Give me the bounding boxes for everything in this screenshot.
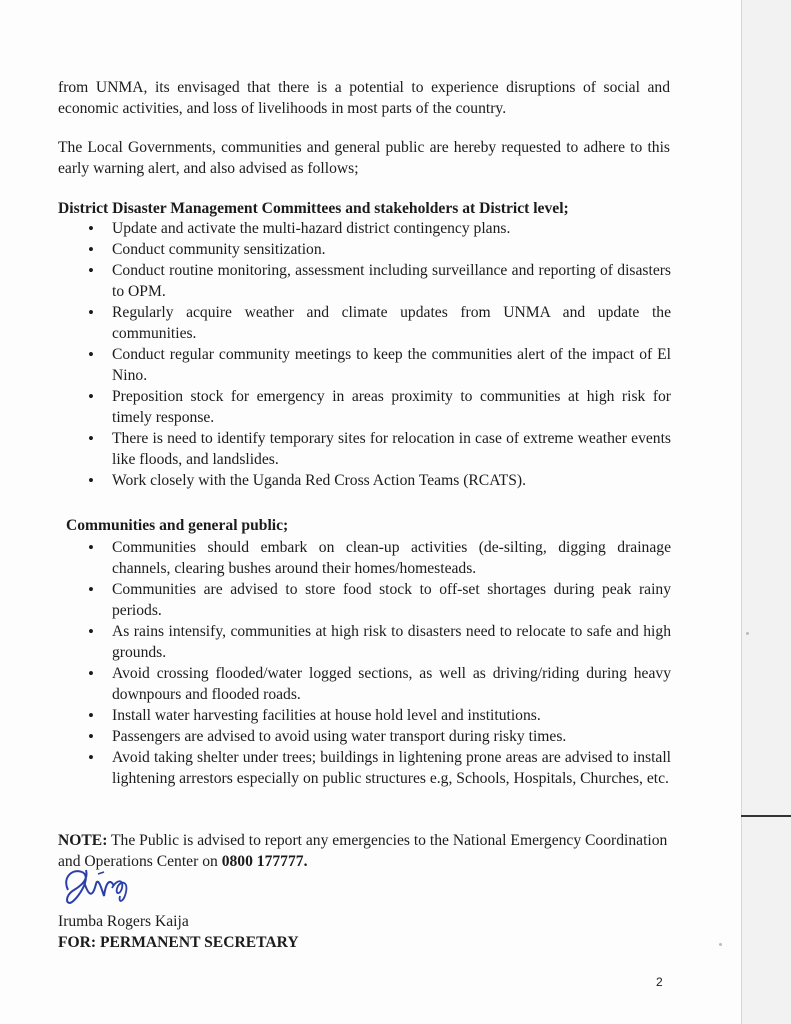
list-item: • Conduct regular community meetings to keep the communities alert of the impact of El Nino. xyxy=(86,344,671,386)
community-action-list xyxy=(86,537,671,789)
list-item: • Install water harvesting facilities at house hold level and institutions. xyxy=(86,705,671,726)
district-action-list xyxy=(86,218,671,491)
list-item: • Communities are advised to store food stock to off-set shortages during peak rainy periods. xyxy=(86,579,671,621)
list-item: • There is need to identify temporary sites for relocation in case of extreme weather events like floods, and landslides. xyxy=(86,428,671,470)
list-item: • Avoid taking shelter under trees; buildings in lightening prone areas are advised to install lightening arrestors especially on public structures e.g, Schools, Hospitals, Churches, etc. xyxy=(86,747,671,789)
page-edge-mark xyxy=(741,815,791,817)
list-item: • Passengers are advised to avoid using water transport during risky times. xyxy=(86,726,671,747)
list-item: • Work closely with the Uganda Red Cross Action Teams (RCATS). xyxy=(86,470,671,491)
emergency-phone-number: 0800 177777. xyxy=(221,853,308,870)
emergency-note xyxy=(58,830,670,872)
list-item: • Conduct community sensitization. xyxy=(86,239,671,260)
community-section-heading: Communities and general public; xyxy=(66,517,289,534)
list-item: • Avoid crossing flooded/water logged sections, as well as driving/riding during heavy downpours and flooded roads. xyxy=(86,663,671,705)
district-section-heading: District Disaster Management Committees and stakeholders at District level; xyxy=(58,200,569,217)
scan-speck xyxy=(746,632,749,635)
page-edge-shadow xyxy=(741,0,791,1024)
scan-speck xyxy=(719,943,722,946)
list-item: • Communities should embark on clean-up activities (de-silting, digging drainage channels, clearing bushes around their homes/homesteads. xyxy=(86,537,671,579)
request-paragraph: The Local Governments, communities and general public are hereby requested to adhere to this early warning alert, and also advised as follows; xyxy=(58,139,670,177)
list-item: • Regularly acquire weather and climate updates from UNMA and update the communities. xyxy=(86,302,671,344)
list-item: • As rains intensify, communities at high risk to disasters need to relocate to safe and high grounds. xyxy=(86,621,671,663)
signatory-title: FOR: PERMANENT SECRETARY xyxy=(58,934,299,951)
list-item: • Preposition stock for emergency in areas proximity to communities at high risk for timely response. xyxy=(86,386,671,428)
note-label: NOTE: xyxy=(58,832,108,849)
list-item: • Update and activate the multi-hazard district contingency plans. xyxy=(86,218,671,239)
signatory-name: Irumba Rogers Kaija xyxy=(58,913,189,930)
intro-paragraph: from UNMA, its envisaged that there is a potential to experience disruptions of social and economic activities, and loss of livelihoods in most parts of the country. xyxy=(58,79,670,117)
page-number: 2 xyxy=(656,975,663,989)
note-text: The Public is advised to report any emergencies to the National Emergency Coordination and Operations Center on xyxy=(58,832,668,870)
handwritten-signature xyxy=(58,860,148,912)
list-item: • Conduct routine monitoring, assessment including surveillance and reporting of disasters to OPM. xyxy=(86,260,671,302)
